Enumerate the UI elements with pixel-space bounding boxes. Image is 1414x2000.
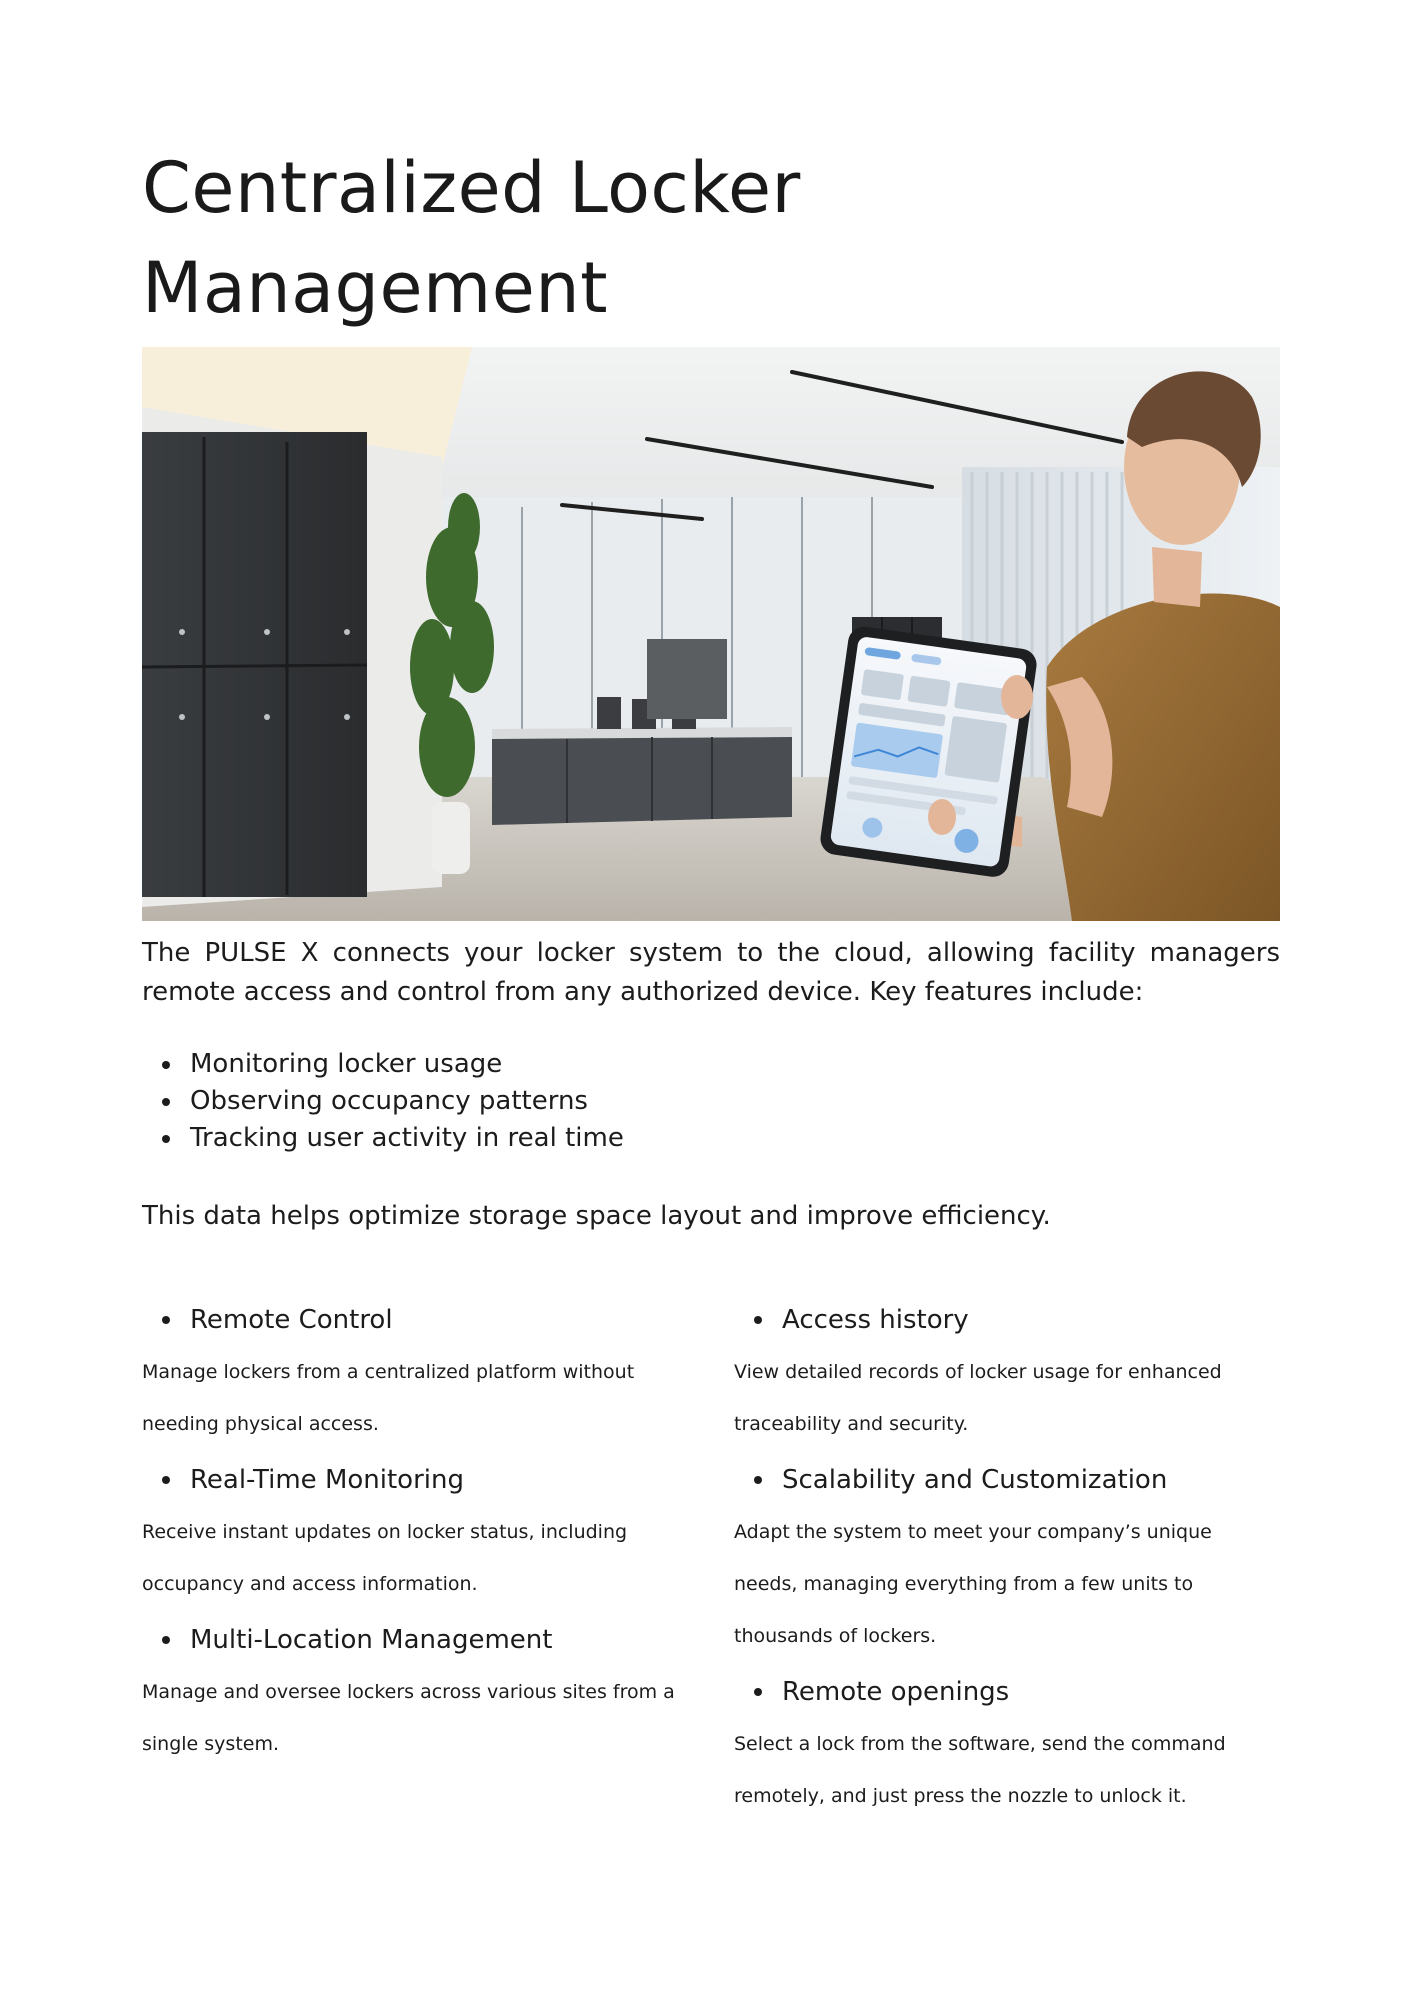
feature-description: Select a lock from the software, send the command remotely, and just press the nozzle to unlock it. [734, 1733, 1226, 1807]
feature-title: Real-Time Monitoring [142, 1462, 702, 1498]
feature-real-time-monitoring [142, 1462, 702, 1610]
list-item: Tracking user activity in real time [142, 1120, 1142, 1157]
intro-paragraph: The PULSE X connects your locker system to the cloud, allowing facility managers remote access and control from any authorized device. Key features include: [142, 938, 1280, 1007]
office-lockers-tablet-photo-icon [142, 347, 1280, 921]
key-features-list [142, 1046, 1142, 1157]
feature-description: Manage lockers from a centralized platform without needing physical access. [142, 1361, 635, 1435]
feature-title: Remote Control [142, 1302, 702, 1338]
feature-description: View detailed records of locker usage for enhanced traceability and security. [734, 1361, 1222, 1435]
list-item: Monitoring locker usage [142, 1046, 1142, 1083]
feature-title: Remote openings [734, 1674, 1280, 1710]
page-title: Centralized Locker Management [142, 147, 801, 329]
feature-description: Adapt the system to meet your company’s unique needs, managing everything from a few units to thousands of lockers. [734, 1521, 1212, 1647]
features-column-left [142, 1302, 702, 1782]
feature-remote-control [142, 1302, 702, 1450]
feature-access-history [734, 1302, 1280, 1450]
list-item: Observing occupancy patterns [142, 1083, 1142, 1120]
feature-multi-location-management [142, 1622, 702, 1770]
feature-remote-openings [734, 1674, 1280, 1822]
feature-description: Manage and oversee lockers across various sites from a single system. [142, 1681, 675, 1755]
document-page [142, 0, 1280, 2000]
hero-image [142, 347, 1280, 921]
features-column-right [734, 1302, 1280, 1834]
feature-title: Scalability and Customization [734, 1462, 1280, 1498]
feature-title: Multi-Location Management [142, 1622, 702, 1658]
feature-description: Receive instant updates on locker status, including occupancy and access information. [142, 1521, 628, 1595]
feature-scalability-customization [734, 1462, 1280, 1662]
feature-title: Access history [734, 1302, 1280, 1338]
summary-paragraph: This data helps optimize storage space layout and improve efficiency. [142, 1201, 1051, 1231]
